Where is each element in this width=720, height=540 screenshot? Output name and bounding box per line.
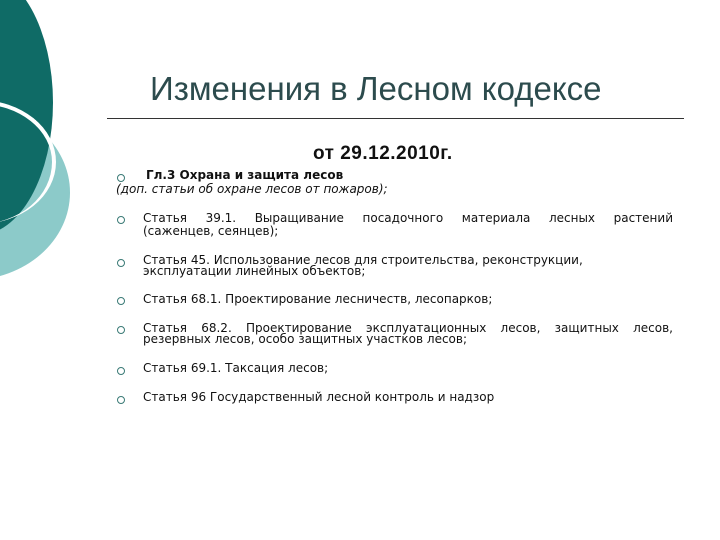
slide-subtitle: от 29.12.2010г. bbox=[313, 143, 453, 164]
title-divider bbox=[107, 118, 684, 119]
list-item-line: Статья 68.1. Проектирование лесничеств, лесопарков; bbox=[143, 292, 493, 306]
bullet-icon bbox=[117, 216, 125, 224]
list-item-line: Статья 45. Использование лесов для строительства, реконструкции, bbox=[143, 253, 583, 267]
bullet-icon bbox=[117, 259, 125, 267]
bullet-icon bbox=[117, 174, 125, 182]
chapter-note: (доп. статьи об охране лесов от пожаров); bbox=[116, 182, 388, 196]
list-item-line: Статья 96 Государственный лесной контроль и надзор bbox=[143, 390, 495, 404]
list-item-line: эксплуатации линейных объектов; bbox=[143, 264, 366, 278]
list-item-line: Статья 69.1. Таксация лесов; bbox=[143, 361, 329, 375]
bullet-icon bbox=[117, 367, 125, 375]
list-item-line: резервных лесов, особо защитных участков лесов; bbox=[143, 332, 467, 346]
bullet-icon bbox=[117, 326, 125, 334]
slide-title: Изменения в Лесном кодексе bbox=[150, 70, 602, 107]
bullet-icon bbox=[117, 297, 125, 305]
list-item-line: Статья 68.2. Проектирование эксплуатационных лесов, защитных лесов, bbox=[143, 321, 673, 335]
bullet-icon bbox=[117, 396, 125, 404]
list-item-line: Статья 39.1. Выращивание посадочного материала лесных растений bbox=[143, 211, 673, 225]
chapter-heading: Гл.3 Охрана и защита лесов bbox=[146, 168, 344, 182]
list-item-line: (саженцев, сеянцев); bbox=[143, 224, 279, 238]
